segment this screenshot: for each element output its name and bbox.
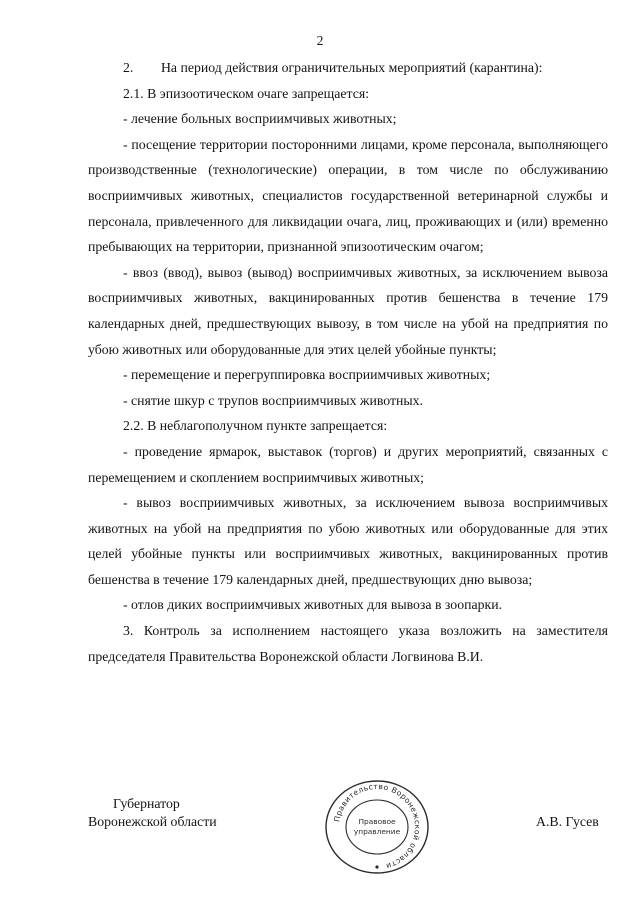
signature-region: Воронежской области — [88, 814, 217, 829]
stamp-center-line2: управление — [353, 827, 401, 836]
list-item-export: - вывоз восприимчивых животных, за исключением вывоза восприимчивых животных на убой на предприятия по убою животных или оборудованные для этих целей убойные пункты или восприимчивых животных, вакцинированных против бешенства в течение 179 календарных дней, предшествующих дню вывоза; — [88, 495, 608, 587]
paragraph-3: 3. Контроль за исполнением настоящего указа возложить на заместителя председателя Правительства Воронежской области Логвинова В.И. — [88, 623, 608, 664]
signature-name: А.В. Гусев — [536, 814, 599, 829]
paragraph-2-1: 2.1. В эпизоотическом очаге запрещается: — [123, 85, 370, 101]
list-item-treatment: - лечение больных восприимчивых животных; — [123, 111, 397, 127]
list-item-wild-animals: - отлов диких восприимчивых животных для вывоза в зоопарки. — [123, 597, 503, 613]
paragraph-2-2: 2.2. В неблагополучном пункте запрещается: — [123, 418, 388, 434]
stamp-dot-icon — [375, 865, 378, 868]
list-item-fairs: - проведение ярмарок, выставок (торгов) и других мероприятий, связанных с перемещением и скоплением восприимчивых животных; — [88, 443, 608, 485]
official-stamp — [322, 778, 432, 876]
list-item-import-export: - ввоз (ввод), вывоз (вывод) восприимчивых животных, за исключением вывоза восприимчивых животных, вакцинированных против бешенства в течение 179 календарных дней, предшествующих вывозу, в том числе на убой на предприятия по убою животных или оборудованные для этих целей убойные пункты; — [88, 264, 608, 357]
list-item-skinning: - снятие шкур с трупов восприимчивых животных. — [123, 392, 423, 408]
list-item-regrouping: - перемещение и перегруппировка восприимчивых животных; — [123, 367, 491, 383]
stamp-ring-text: Правительство Воронежской области — [332, 781, 423, 871]
paragraph-2: 2. На период действия ограничительных мероприятий (карантина): — [123, 60, 543, 75]
stamp-center-line1: Правовое — [358, 817, 396, 826]
document-body — [88, 55, 608, 669]
list-item-visiting: - посещение территории посторонними лицами, кроме персонала, выполняющего производственные (технологические) операции, в том числе по обслуживанию восприимчивых животных, специалистов государственной ветеринарной службы и персонала, привлеченного для ликвидации очага, лиц, проживающих и (или) временно пребывающих на территории, признанной эпизоотическим очагом; — [88, 136, 608, 255]
signature-title: Губернатор — [113, 796, 180, 811]
page-number: 2 — [316, 33, 324, 48]
